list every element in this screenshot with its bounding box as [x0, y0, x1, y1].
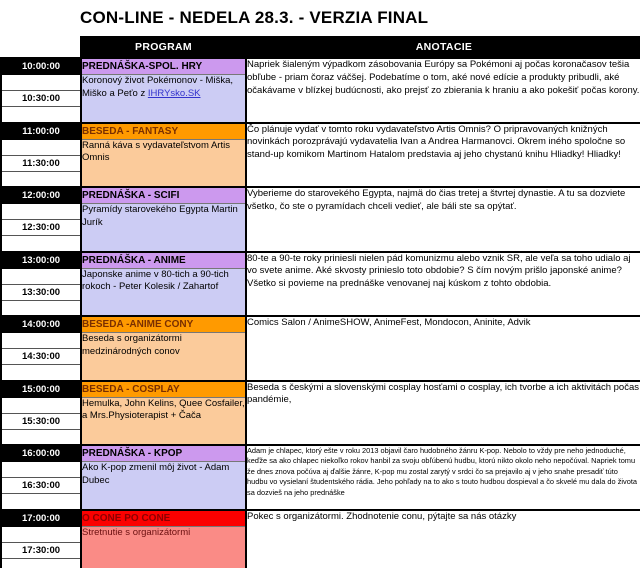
time-half-label: 17:30:00	[1, 542, 81, 558]
time-blank-cell	[1, 268, 81, 284]
program-title: BESEDA -ANIME CONY	[81, 316, 246, 333]
annotation-text: Čo plánuje vydať v tomto roku vydavateľstvo Artis Omnis? O pripravovaných knižných novinkách porozprávajú vydavatelia Ivan a Andrea Harmanovci. Okrem iného spoločne so stand-up komikom Martinom Hatalom predstavia aj jeho chystanú knihu Hliadky! Hliadky!	[246, 123, 640, 188]
time-blank-cell	[1, 494, 81, 510]
program-title: BESEDA - COSPLAY	[81, 381, 246, 398]
time-hour-label: 13:00:00	[1, 252, 81, 269]
time-half-label: 14:30:00	[1, 349, 81, 365]
program-description: Stretnutie s organizátormi	[81, 526, 246, 568]
program-title: PREDNÁŠKA - SCIFI	[81, 187, 246, 204]
table-header-row	[1, 37, 640, 58]
page-title: CON-LINE - NEDELA 28.3. - VERZIA FINAL	[80, 8, 429, 27]
time-blank-cell	[1, 526, 81, 542]
header-time-blank	[1, 37, 81, 58]
time-blank-cell	[1, 236, 81, 252]
annotation-text: Adam je chlapec, ktorý ešte v roku 2013 objavil čaro hudobného žánru K-pop. Nebolo to vždy pre neho jednoduché, keďže sa ako chlapec niekoľko rokov hanbil za svoju obľúbenú hudbu, ktorú nikto okolo neho nepočúval. Napriek tomu že dnes znova počúva aj ďalšie žánre, K-pop mu zostal zarytý v srdci čo sa prejavilo aj v jeho snahe presadiť túto hudbu vo vysielaní študentského rádia. Jeho pohľady na to ako s touto hudbou dospieval a čo skvelé mu dala do života sa dozvieš na jeho prednáške	[246, 445, 640, 510]
annotation-text: Pokec s organizátormi. Zhodnotenie conu, pýtajte sa nás otázky	[246, 510, 640, 568]
program-title: BESEDA - FANTASY	[81, 123, 246, 140]
table-body	[1, 58, 640, 568]
program-description: Koronový život Pokémonov - Miška, Miško a Peťo z IHRYsko.SK	[81, 75, 246, 123]
time-hour-label: 10:00:00	[1, 58, 81, 75]
time-half-label: 12:30:00	[1, 220, 81, 236]
time-half-label: 15:30:00	[1, 413, 81, 429]
header-annotation: ANOTACIE	[246, 37, 640, 58]
time-half-label: 10:30:00	[1, 91, 81, 107]
time-blank-cell	[1, 365, 81, 381]
program-description: Beseda s organizátormi medzinárodných conov	[81, 333, 246, 381]
time-blank-cell	[1, 429, 81, 445]
program-description: Hemulka, John Kelins, Quee Cosfailer, a Mrs.Physioterapist + Čača	[81, 397, 246, 445]
table-header	[1, 37, 640, 58]
time-hour-label: 17:00:00	[1, 510, 81, 527]
annotation-text: Comics Salon / AnimeSHOW, AnimeFest, Mondocon, Aninite, Advik	[246, 316, 640, 381]
time-blank-cell	[1, 204, 81, 220]
program-title: PREDNÁŠKA-SPOL. HRY	[81, 58, 246, 75]
time-blank-cell	[1, 558, 81, 568]
time-half-label: 13:30:00	[1, 284, 81, 300]
program-title: O CONE PO CONE	[81, 510, 246, 527]
time-blank-cell	[1, 75, 81, 91]
schedule-row-hour	[1, 381, 640, 398]
program-description: Ako K-pop zmenil môj život - Adam Dubec	[81, 462, 246, 510]
annotation-text: Beseda s českými a slovenskými cosplay hosťami o cosplay, ich tvorbe a ich aktivitách počas pandémie,	[246, 381, 640, 446]
annotation-text: Vyberieme do starovekého Egypta, najmä do čias tretej a štvrtej dynastie. A tu sa dozviete všetko, čo ste o pyramídach chceli vedieť, ale báli ste sa opýtať.	[246, 187, 640, 252]
time-blank-cell	[1, 397, 81, 413]
time-blank-cell	[1, 139, 81, 155]
program-title: PREDNÁŠKA - KPOP	[81, 445, 246, 462]
schedule-row-hour	[1, 58, 640, 75]
time-blank-cell	[1, 171, 81, 187]
time-half-label: 11:30:00	[1, 155, 81, 171]
time-blank-cell	[1, 462, 81, 478]
time-half-label: 16:30:00	[1, 478, 81, 494]
annotation-text: Napriek šialeným výpadkom zásobovania Európy sa Pokémoni aj počas koronačasov tešia obľube - priam čoraz váčšej. Podebatíme o tom, aké nové edície a produkty pribudli, aké očakávame v blízkej budúcnosti, ako prejsť zo zbierania k hraniu a ako pokešiť počas korony.	[246, 58, 640, 123]
time-hour-label: 11:00:00	[1, 123, 81, 140]
schedule-table	[0, 36, 640, 568]
schedule-row-hour	[1, 252, 640, 269]
time-hour-label: 16:00:00	[1, 445, 81, 462]
schedule-row-hour	[1, 187, 640, 204]
schedule-row-hour	[1, 123, 640, 140]
annotation-text: 80-te a 90-te roky priniesli nielen pád komunizmu alebo vznik SR, ale veľa sa toho udialo aj vo svete anime. Aké skvosty prinieslo toto obdobie? S čím novým prišlo japonské anime? Všetko si povieme na prednáške venovanej naj kúskom z tohto obdobia.	[246, 252, 640, 317]
program-description: Japonske anime v 80-tich a 90-tich rokoch - Peter Kolesik / Zahartof	[81, 268, 246, 316]
program-description: Pyramídy starovekého Egypta Martin Jurík	[81, 204, 246, 252]
schedule-row-hour	[1, 510, 640, 527]
time-hour-label: 15:00:00	[1, 381, 81, 398]
page-title-bar	[0, 0, 640, 36]
schedule-row-hour	[1, 445, 640, 462]
schedule-row-hour	[1, 316, 640, 333]
time-hour-label: 14:00:00	[1, 316, 81, 333]
time-blank-cell	[1, 333, 81, 349]
program-description: Ranná káva s vydavateľstvom Artis Omnis	[81, 139, 246, 187]
program-link[interactable]: IHRYsko.SK	[147, 87, 201, 99]
time-blank-cell	[1, 107, 81, 123]
program-title: PREDNÁŠKA - ANIME	[81, 252, 246, 269]
header-program: PROGRAM	[81, 37, 246, 58]
time-blank-cell	[1, 300, 81, 316]
time-hour-label: 12:00:00	[1, 187, 81, 204]
